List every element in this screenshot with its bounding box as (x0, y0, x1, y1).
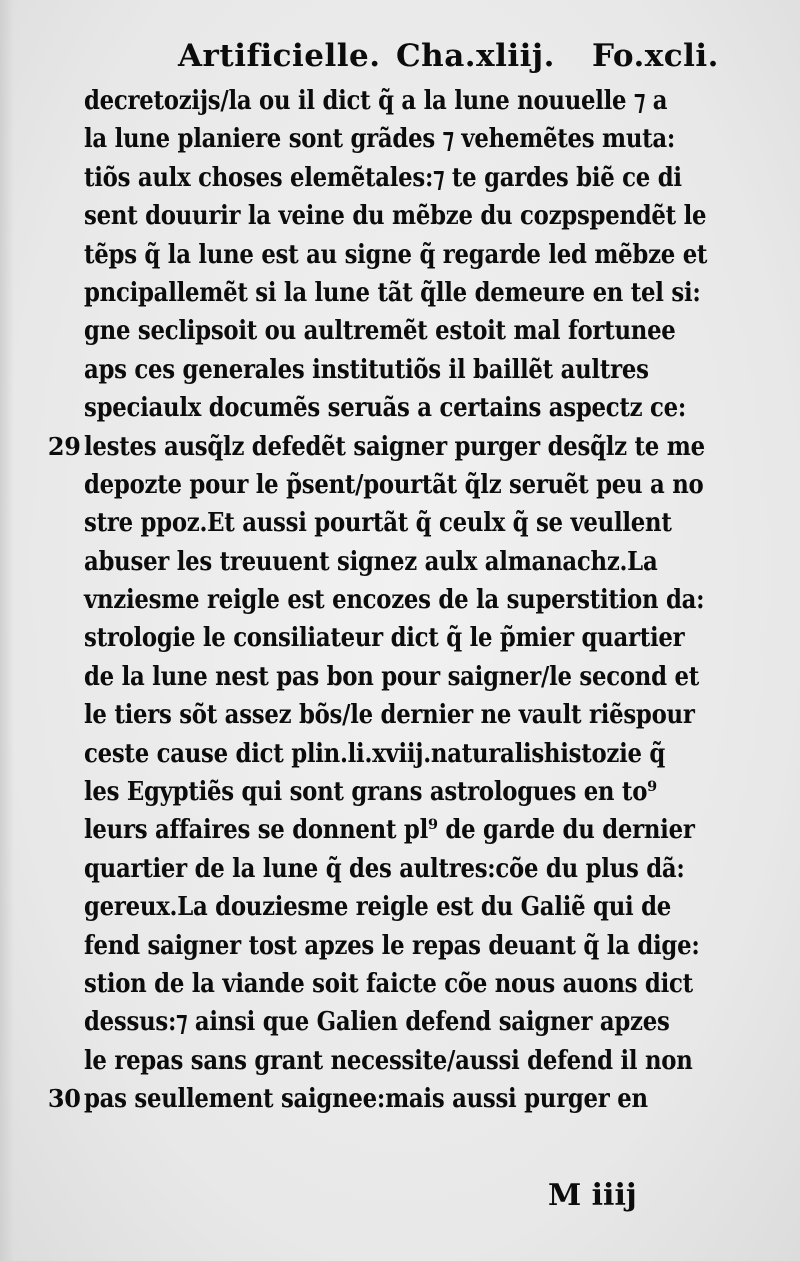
running-head (178, 38, 738, 86)
text-line (84, 773, 677, 811)
line-text: decretozijs/la ou il dict q̃ a la lune nouuelle ⁊ a (84, 85, 668, 116)
line-text: dessus:⁊ ainsi que Galien defend saigner apzes (84, 1006, 670, 1038)
text-line (84, 735, 677, 773)
text-line (84, 197, 707, 235)
text-line (84, 1003, 677, 1041)
text-line (84, 696, 695, 734)
line-text: speciaulx documẽs seruãs a certains aspectz ce: (84, 392, 687, 424)
line-text: pncipallemẽt si la lune tãt q̃lle demeure en tel si: (84, 276, 701, 308)
line-text: de la lune nest pas bon pour saigner/le second et (84, 660, 699, 692)
line-text: stre ppoz.Et aussi pourtãt q̃ ceulx q̃ se veullent (84, 507, 672, 539)
line-text: quartier de la lune q̃ des aultres:cõe du plus dã: (84, 852, 685, 884)
line-text: la lune planiere sont grãdes ⁊ vehemẽtes muta: (84, 123, 676, 155)
text-line (84, 543, 677, 581)
text-line (47, 1080, 677, 1118)
margin-line-number: 30 (47, 1084, 81, 1114)
text-line (84, 274, 701, 312)
text-line (84, 120, 677, 158)
text-line (84, 850, 685, 888)
line-text: stion de la viande soit faicte cõe nous auons dict (84, 967, 693, 999)
line-text: aps ces generales institutiõs il baillẽt aultres (84, 353, 649, 385)
line-text: les Egyptiẽs qui sont grans astrologues en to⁹ (84, 776, 657, 808)
text-line (84, 619, 685, 657)
line-text: ceste cause dict plin.li.xviij.naturalishistozie q̃ (84, 737, 666, 769)
line-text: gne seclipsoit ou aultremẽt estoit mal fortunee (84, 315, 676, 347)
text-line (84, 811, 695, 849)
line-text: vnziesme reigle est encozes de la superstition da: (84, 584, 705, 616)
body-text (47, 82, 774, 1119)
line-text: leurs affaires se donnent pl⁹ de garde du dernier (84, 814, 695, 846)
line-text: le tiers sõt assez bõs/le dernier ne vault riẽspour (84, 699, 695, 731)
line-text: le repas sans grant necessite/aussi defend il non (84, 1044, 693, 1076)
line-text: lestes ausq̃lz defedẽt saigner purger desq̃lz te me (84, 430, 705, 462)
running-head-chapter: Cha.xliij. (396, 38, 555, 74)
line-text: gereux.La douziesme reigle est du Galiẽ qui de (84, 891, 672, 923)
line-text: tiõs aulx choses elemẽtales:⁊ te gardes biẽ ce di (84, 161, 682, 193)
text-line (84, 236, 708, 274)
line-text: tẽps q̃ la lune est au signe q̃ regarde led mẽbze et (84, 238, 708, 270)
signature-mark: M iiij (548, 1178, 637, 1213)
text-line (84, 351, 677, 389)
text-line (84, 159, 682, 197)
text-line (84, 965, 693, 1003)
text-line (84, 312, 677, 350)
text-line (47, 428, 705, 466)
text-line (84, 658, 699, 696)
text-line (84, 927, 700, 965)
text-line (84, 389, 687, 427)
text-line (84, 82, 677, 120)
line-text: depozte pour le p̃sent/pourtãt q̃lz seruẽt peu a no (84, 468, 704, 500)
text-line (84, 504, 677, 542)
text-line (84, 888, 677, 926)
page-binding-shadow (0, 0, 14, 1261)
line-text: strologie le consiliateur dict q̃ le p̃mier quartier (84, 622, 685, 654)
line-text: abuser les treuuent signez aulx almanachz.La (84, 545, 658, 577)
line-text: sent douurir la veine du mẽbze du cozpspendẽt le (84, 200, 707, 232)
running-head-title: Artificielle. (178, 38, 381, 74)
line-text: fend saigner tost apzes le repas deuant q̃ la dige: (84, 929, 700, 961)
margin-line-number: 29 (47, 431, 81, 461)
line-text: pas seullement saignee:mais aussi purger en (84, 1083, 648, 1115)
text-line (84, 466, 704, 504)
running-head-folio: Fo.xcli. (592, 38, 719, 74)
text-line (84, 581, 705, 619)
text-line (84, 1042, 693, 1080)
